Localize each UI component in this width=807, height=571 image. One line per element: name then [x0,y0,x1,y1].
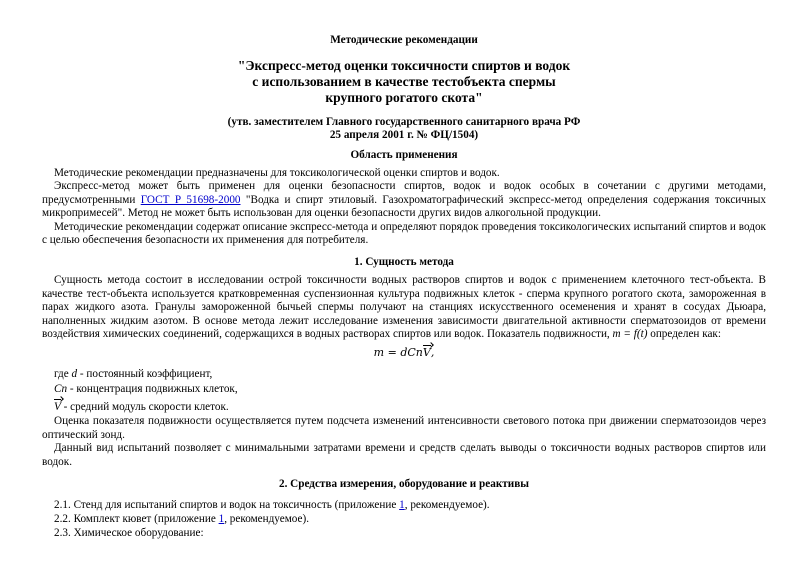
scope-p2-text-end: "Водка и спирт этиловый. Газохроматографический экспресс-метод определения содержания токсичных микропримесей". Метод не может быть использован для оценки безопасности других видов алкогольной продукции. [42,193,766,220]
scope-p2-text-start: Экспресс-метод может быть применен для оценки безопасности спиртов, водок и водок особых в сочетании с другими методами, предусмотренными [42,180,766,206]
formula-left: m = dCn [373,346,423,360]
appendix-1-link-2[interactable]: 1 [218,513,225,526]
scope-paragraph-2 [42,180,766,220]
where-cn-symbol: Cn [54,383,68,396]
list-item-2-3: 2.3. Химическое оборудование: [54,527,204,540]
doc-type: Методические рекомендации [330,34,478,46]
where-prefix: где [54,368,72,381]
where-d-symbol: d [71,368,78,381]
approval-note [42,116,766,142]
velocity-vector-symbol: V [422,346,431,360]
where-line-v [42,400,766,415]
section-1-paragraph-1 [42,274,766,341]
where-v-symbol: V [54,401,61,414]
motility-formula [42,346,766,359]
list-item-2-2 [42,512,766,526]
section-2-heading: 2. Средства измерения, оборудование и реактивы [278,478,529,491]
item-2-1-text-end: , рекомендуемое). [404,499,490,512]
list-item-2-1 [42,498,766,512]
scope-paragraph-1: Методические рекомендации предназначены для токсикологической оценки спиртов и водок. [54,167,500,179]
section-1-heading: 1. Сущность метода [354,256,454,269]
scope-paragraph-3: Методические рекомендации содержат описание экспресс-метода и определяют порядок проведения токсикологических испытаний спиртов и водок с целью обеспечения безопасности их применения для потребителя. [42,220,766,247]
item-2-1-text-start: 2.1. Стенд для испытаний спиртов и водок на токсичность (приложение [54,499,400,512]
s1-p1-text: Сущность метода состоит в исследовании острой токсичности водных растворов спиртов и водок с применением клеточного тест-объекта. В качестве тест-объекта используется кратковременная суспензионная культура подвижных клеток - сперма крупного рогатого скота, замороженная в парах жидкого азота. Гранулы замороженной бычьей спермы получают на станциях искусственного осеменения и хранят в сосудах Дьюара, наполненных жидким азотом. В основе метода лежит исследование изменения зависимости двигательной активности сперматозоидов от времени воздействия химических соединений, содержащихся в водных растворах спиртов или водок. Показатель подвижности, [42,274,766,341]
scope-heading: Область применения [350,149,458,161]
title-line-3: крупного рогатого скота" [325,90,483,105]
section-1-paragraph-2: Оценка показателя подвижности осуществляется путем подсчета изменений интенсивности светового потока при движении сперматозоидов через оптический зонд. [42,415,766,441]
approval-line-1: (утв. заместителем Главного государственного санитарного врача РФ [227,116,581,128]
document-title [42,58,766,106]
where-cn-text: - концентрация подвижных клеток, [67,383,238,396]
where-line-d [42,367,766,382]
item-2-2-text-end: , рекомендуемое). [224,513,310,526]
title-line-2: с использованием в качестве тестобъекта спермы [252,74,556,89]
where-d-text: - постоянный коэффициент, [77,368,213,381]
appendix-1-link[interactable]: 1 [399,499,405,512]
formula-end: , [430,346,435,360]
s1-inline-formula: m = f(t) [612,328,648,341]
title-line-1: "Экспресс-метод оценки токсичности спиртов и водок [237,58,571,73]
approval-line-2: 25 апреля 2001 г. № ФЦ/1504) [329,129,479,141]
where-v-text: - средний модуль скорости клеток. [60,401,229,414]
where-line-cn [42,382,766,397]
document-page [42,34,766,540]
gost-link[interactable]: ГОСТ Р 51698-2000 [140,193,241,206]
section-1-paragraph-3: Данный вид испытаний позволяет с минимальными затратами времени и средств сделать выводы о токсичности водных растворов спиртов или водок. [42,442,766,468]
item-2-2-text-start: 2.2. Комплект кювет (приложение [54,513,219,526]
s1-p1-end: определен как: [647,328,721,341]
